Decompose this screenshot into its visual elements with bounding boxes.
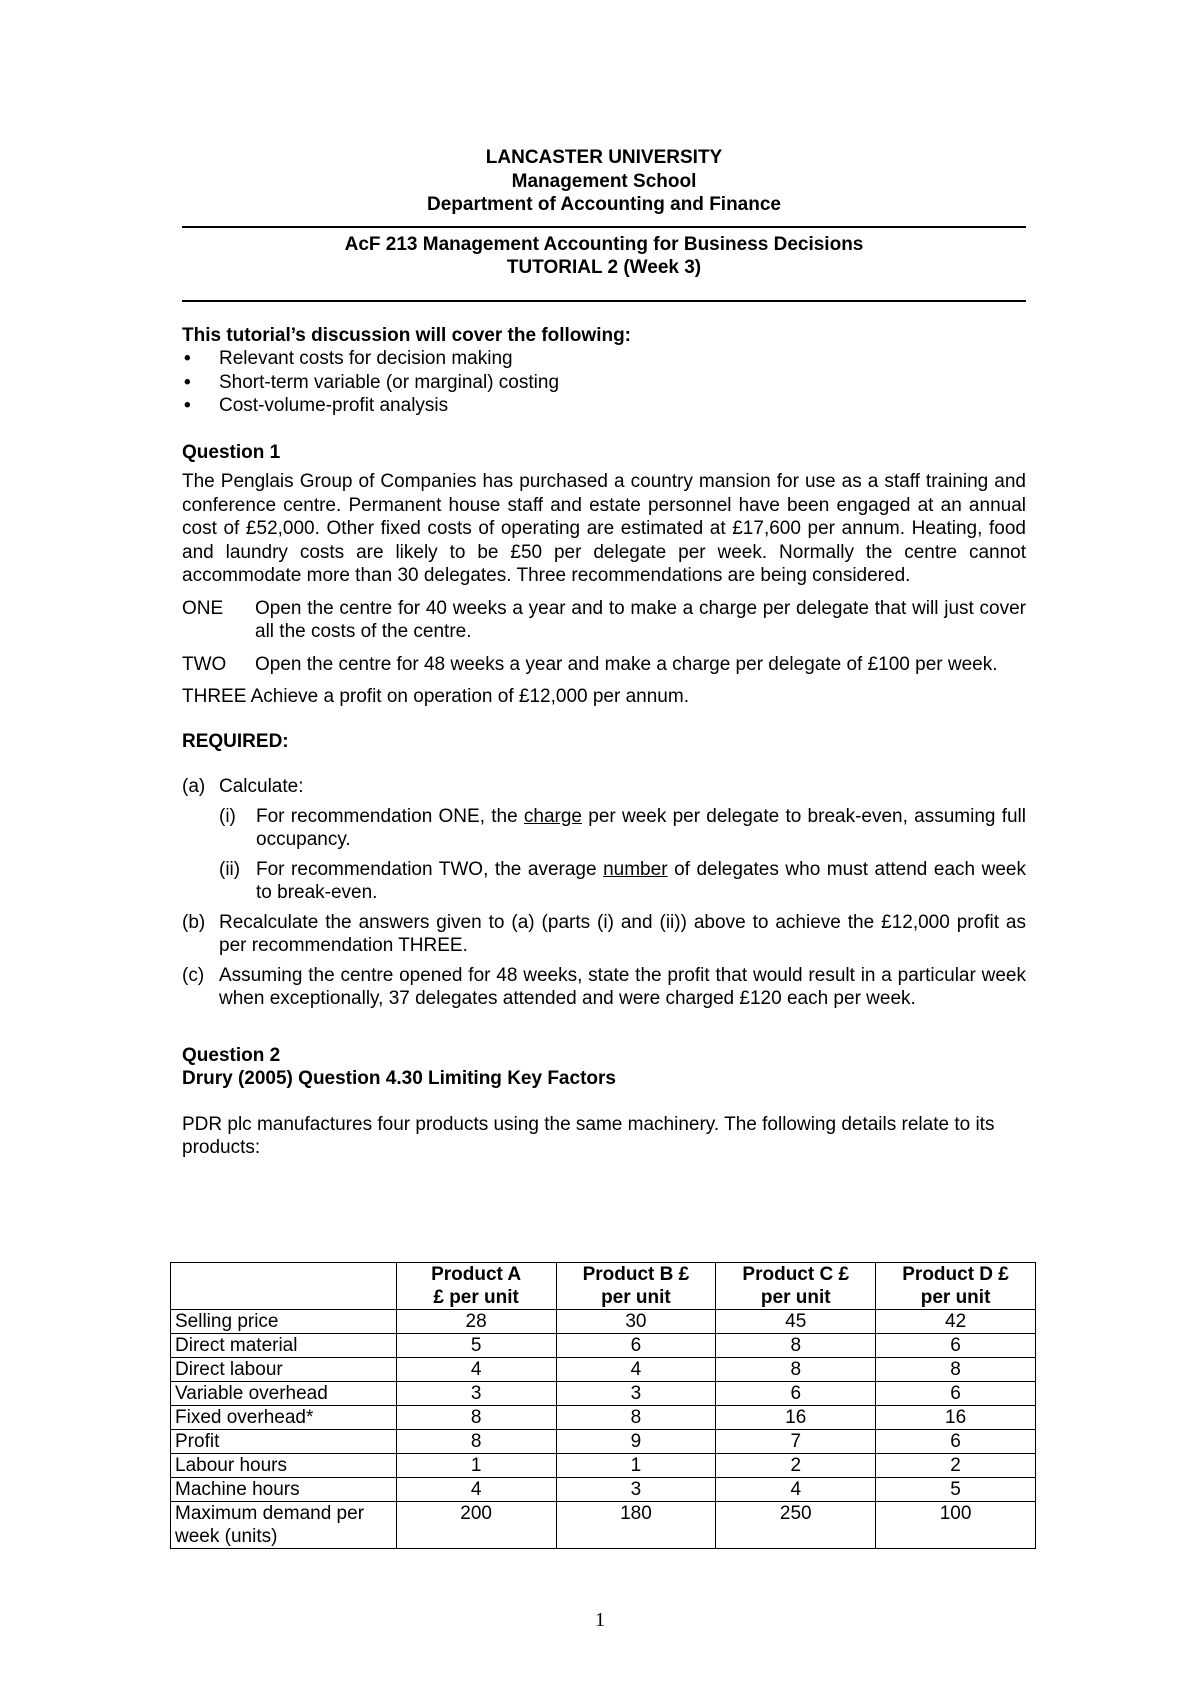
course-title: AcF 213 Management Accounting for Business Decisions [344,233,864,255]
row-label: Machine hours [171,1478,397,1502]
table-row [171,1382,1036,1406]
table-cell: 3 [556,1382,716,1406]
row-label: Direct labour [171,1358,397,1382]
table-header-product-d: Product D £ per unit [876,1263,1036,1310]
question-2-subheading: Drury (2005) Question 4.30 Limiting Key Factors [182,1068,616,1089]
part-b [182,911,1026,958]
table-header-product-c: Product C £ per unit [716,1263,876,1310]
recommendation-three: THREE Achieve a profit on operation of £12,000 per annum. [182,686,689,707]
table-cell: 6 [876,1430,1036,1454]
table-cell: 8 [396,1406,556,1430]
recommendation-one-label: ONE [182,597,224,619]
part-c [182,964,1026,1011]
school-name: Management School [511,170,697,192]
table-cell: 180 [556,1502,716,1549]
part-a-ii-text: For recommendation TWO, the average number of delegates who must attend each week to break-even. [256,858,1027,903]
table-header-product-a: Product A £ per unit [396,1263,556,1310]
topic-item: • Cost-volume-profit analysis [182,394,1026,418]
part-a-i-text: For recommendation ONE, the charge per week per delegate to break-even, assuming full occupancy. [256,805,1027,850]
question-2 [182,1044,1026,1160]
table-cell: 100 [876,1502,1036,1549]
page-number: 1 [595,1609,605,1631]
table-cell: 6 [876,1334,1036,1358]
part-a-ii-label: (ii) [219,858,241,880]
course-block [182,233,1026,280]
table-row [171,1406,1036,1430]
table-cell: 1 [396,1454,556,1478]
part-c-text: Assuming the centre opened for 48 weeks, state the profit that would result in a particular week when exceptionally, 37 delegates attended and were charged £120 each per week. [219,964,1026,1009]
table-cell: 42 [876,1310,1036,1334]
row-label: Fixed overhead* [171,1406,397,1430]
table-cell: 8 [716,1334,876,1358]
table-cell: 8 [716,1358,876,1382]
table-row [171,1334,1036,1358]
table-cell: 200 [396,1502,556,1549]
row-label: Labour hours [171,1454,397,1478]
table-cell: 5 [396,1334,556,1358]
table-row [171,1358,1036,1382]
recommendation-one-text: Open the centre for 40 weeks a year and to make a charge per delegate that will just cover all the costs of the centre. [255,597,1026,642]
recommendation-one [182,597,1026,644]
table-cell: 2 [876,1454,1036,1478]
table-row [171,1310,1036,1334]
part-a-ii [219,858,1026,905]
row-label: Selling price [171,1310,397,1334]
table-cell: 4 [396,1478,556,1502]
product-table [170,1262,1036,1549]
header-rule-bottom [182,300,1026,302]
part-b-label: (b) [182,911,206,933]
table-cell: 4 [556,1358,716,1382]
table-cell: 2 [716,1454,876,1478]
table-header-product-b: Product B £ per unit [556,1263,716,1310]
table-cell: 8 [876,1358,1036,1382]
intro-section [182,324,1026,418]
required-heading: REQUIRED: [182,730,289,752]
table-row [171,1502,1036,1549]
table-cell: 6 [716,1382,876,1406]
table-cell: 4 [716,1478,876,1502]
part-c-label: (c) [182,964,205,986]
part-a-i-label: (i) [219,805,236,827]
table-cell: 7 [716,1430,876,1454]
table-cell: 16 [716,1406,876,1430]
part-a [182,775,1026,799]
table-cell: 8 [556,1406,716,1430]
part-a-label: (a) [182,776,206,797]
topic-item: • Short-term variable (or marginal) costing [182,371,1026,395]
question-2-body: PDR plc manufactures four products using the same machinery. The following details relate to its products: [182,1113,995,1158]
table-cell: 45 [716,1310,876,1334]
recommendation-two [182,653,1026,677]
question-2-heading: Question 2 [182,1044,281,1066]
university-name: LANCASTER UNIVERSITY [485,147,723,168]
part-a-text: Calculate: [219,776,304,797]
intro-heading: This tutorial’s discussion will cover the following: [182,324,632,346]
table-cell: 3 [396,1382,556,1406]
question-1-body: The Penglais Group of Companies has purchased a country mansion for use as a staff training and conference centre. Permanent house staff and estate personnel have been engaged at an annual cost of £52,000. Other fixed costs of operating are estimated at £17,600 per annum. Heating, food and laundry costs are likely to be £50 per delegate per week. Normally the centre cannot accommodate more than 30 delegates. Three recommendations are being considered. [182,471,1026,586]
table-cell: 8 [396,1430,556,1454]
topic-item: • Relevant costs for decision making [182,347,1026,371]
table-cell: 16 [876,1406,1036,1430]
department-name: Department of Accounting and Finance [427,194,781,215]
row-label: Direct material [171,1334,397,1358]
table-cell: 250 [716,1502,876,1549]
table-cell: 30 [556,1310,716,1334]
row-label: Profit [171,1430,397,1454]
question-1-heading: Question 1 [182,441,281,463]
document-body [182,146,1026,1160]
header-rule-top [182,226,1026,228]
recommendation-two-text: Open the centre for 48 weeks a year and make a charge per delegate of £100 per week. [255,653,998,675]
table-cell: 3 [556,1478,716,1502]
table-cell: 4 [396,1358,556,1382]
table-row [171,1430,1036,1454]
table-cell: 6 [556,1334,716,1358]
table-cell: 9 [556,1430,716,1454]
header-block [182,146,1026,217]
question-1 [182,441,1026,1011]
part-a-i [219,805,1026,852]
table-cell: 5 [876,1478,1036,1502]
table-header-row [171,1263,1036,1310]
part-b-text: Recalculate the answers given to (a) (parts (i) and (ii)) above to achieve the £12,000 profit as per recommendation THREE. [219,911,1026,956]
tutorial-title: TUTORIAL 2 (Week 3) [506,257,702,278]
table-cell: 6 [876,1382,1036,1406]
table-header-blank [171,1263,397,1310]
row-label: Variable overhead [171,1382,397,1406]
table-cell: 28 [396,1310,556,1334]
recommendation-two-label: TWO [182,653,227,675]
topic-list [182,347,1026,418]
table-row [171,1454,1036,1478]
table-cell: 1 [556,1454,716,1478]
row-label: Maximum demand per week (units) [171,1502,397,1549]
table-row [171,1478,1036,1502]
